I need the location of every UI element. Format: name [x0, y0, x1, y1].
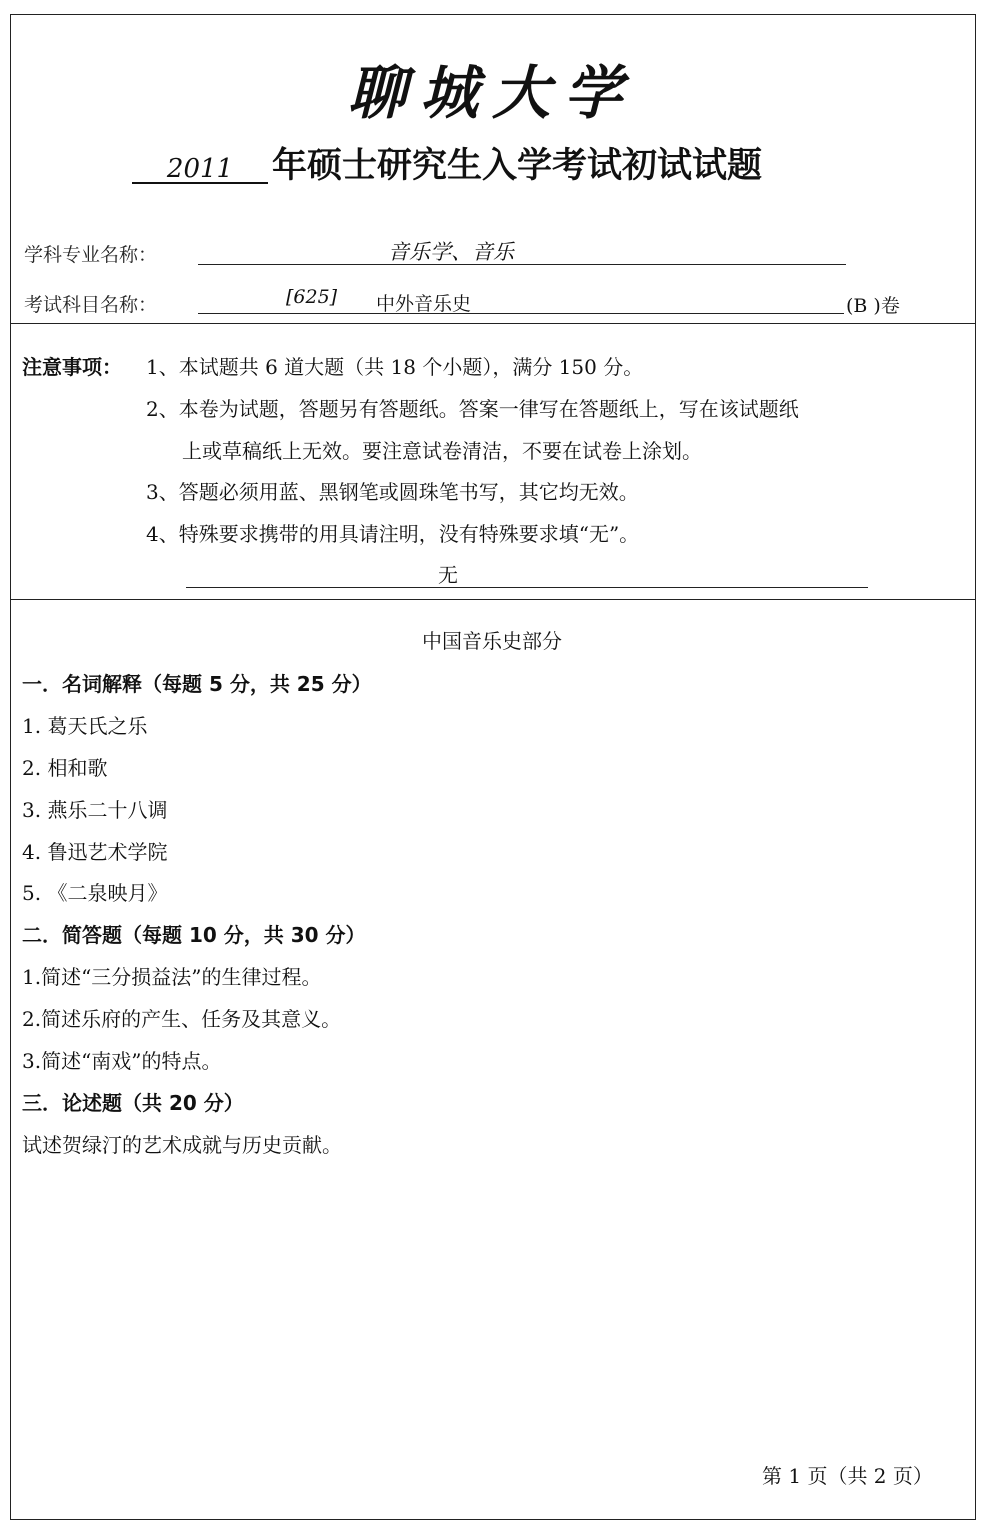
part3-text: 试述贺绿汀的艺术成就与历史贡献。 [22, 1133, 342, 1157]
subject-label: 考试科目名称： [24, 294, 158, 316]
subject-code: [625] [286, 286, 338, 308]
part3-title: 三．论述题（共 20 分） [22, 1091, 244, 1115]
paper-type: (B )卷 [846, 295, 900, 317]
subject-name: 中外音乐史 [376, 293, 472, 315]
exam-title-text: 年硕士研究生入学考试初试试题 [272, 146, 763, 186]
part1-title: 一．名词解释（每题 5 分，共 25 分） [22, 672, 372, 696]
part1-item: 5. 《二泉映月》 [22, 881, 168, 905]
note-item-2-line-2: 上或草稿纸上无效。要注意试卷清洁，不要在试卷上涂划。 [182, 439, 702, 463]
exam-year: 2011 [132, 156, 268, 184]
note-item-3: 3、答题必须用蓝、黑钢笔或圆珠笔书写，其它均无效。 [146, 480, 639, 504]
university-logo: 聊城大学 [347, 59, 636, 127]
part2-item: 2.简述乐府的产生、任务及其意义。 [22, 1007, 342, 1031]
note-item-2-line-1: 2、本卷为试题，答题另有答题纸。答案一律写在答题纸上，写在该试题纸 [146, 397, 799, 421]
part2-item: 1.简述“三分损益法”的生律过程。 [22, 965, 322, 989]
part1-item: 2. 相和歌 [22, 756, 108, 780]
note-item-4-underline [186, 587, 868, 588]
note-item-1: 1、本试题共 6 道大题（共 18 个小题），满分 150 分。 [146, 355, 644, 379]
note-item-4-answer: 无 [438, 563, 458, 587]
major-underline [198, 264, 846, 265]
header-divider [10, 323, 976, 324]
page-info: 第 1 页（共 2 页） [762, 1464, 933, 1488]
major-value: 音乐学、音乐 [388, 240, 514, 264]
part1-item: 4. 鲁迅艺术学院 [22, 840, 168, 864]
section-title: 中国音乐史部分 [422, 629, 562, 653]
exam-title [132, 138, 762, 188]
note-item-4: 4、特殊要求携带的用具请注明，没有特殊要求填“无”。 [146, 522, 640, 546]
notes-divider [10, 599, 976, 600]
part1-item: 1. 葛天氏之乐 [22, 714, 148, 738]
part2-item: 3.简述“南戏”的特点。 [22, 1049, 222, 1073]
part1-item: 3. 燕乐二十八调 [22, 798, 168, 822]
part2-title: 二．简答题（每题 10 分，共 30 分） [22, 923, 366, 947]
major-label: 学科专业名称： [24, 244, 158, 266]
notes-label: 注意事项： [22, 355, 122, 379]
subject-underline [198, 313, 844, 314]
